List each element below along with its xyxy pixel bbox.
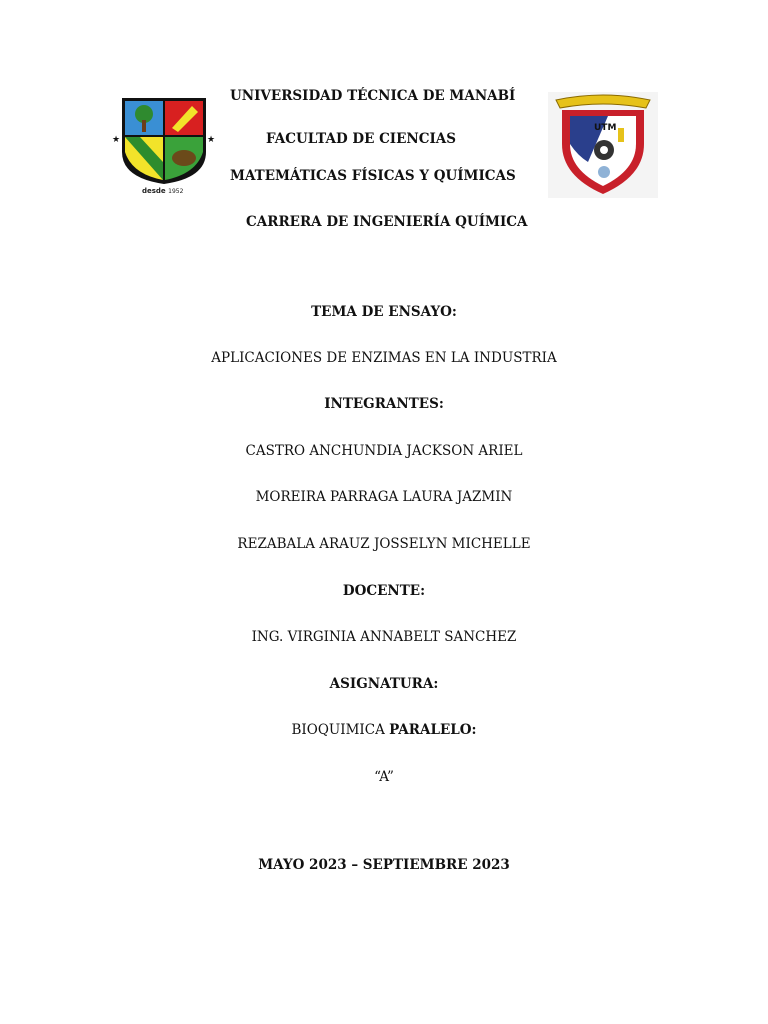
shield-label: UTM [594, 123, 617, 133]
faculty-shield-logo [548, 92, 658, 198]
svg-text:★: ★ [112, 135, 121, 145]
subject-heading: ASIGNATURA: [329, 676, 439, 692]
svg-text:★: ★ [207, 135, 216, 145]
academic-period: MAYO 2023 – SEPTIEMBRE 2023 [258, 857, 510, 873]
faculty-subtitle: MATEMÁTICAS FÍSICAS Y QUÍMICAS [230, 168, 516, 184]
teacher-name: ING. VIRGINIA ANNABELT SANCHEZ [251, 629, 517, 645]
crest-caption-label: desde [142, 187, 166, 195]
topic-heading: TEMA DE ENSAYO: [311, 304, 457, 320]
teacher-heading: DOCENTE: [342, 583, 426, 599]
university-name: UNIVERSIDAD TÉCNICA DE MANABÍ [230, 88, 516, 104]
subject-name: BIOQUIMICA [291, 722, 385, 738]
subject-line [0, 722, 768, 738]
crest-caption [142, 187, 183, 195]
member-name: MOREIRA PARRAGA LAURA JAZMIN [255, 489, 513, 505]
faculty-name: FACULTAD DE CIENCIAS [266, 131, 457, 147]
crest-caption-year: 1952 [168, 188, 184, 195]
university-crest-logo [112, 92, 216, 204]
career-name: CARRERA DE INGENIERÍA QUÍMICA [246, 214, 528, 230]
member-name: REZABALA ARAUZ JOSSELYN MICHELLE [237, 536, 531, 552]
shield-icon [548, 92, 658, 198]
parallel-value: “A” [374, 769, 394, 785]
parallel-label: PARALELO: [389, 722, 477, 738]
topic-text: APLICACIONES DE ENZIMAS EN LA INDUSTRIA [211, 350, 557, 366]
members-heading: INTEGRANTES: [324, 396, 444, 412]
member-name: CASTRO ANCHUNDIA JACKSON ARIEL [245, 443, 523, 459]
